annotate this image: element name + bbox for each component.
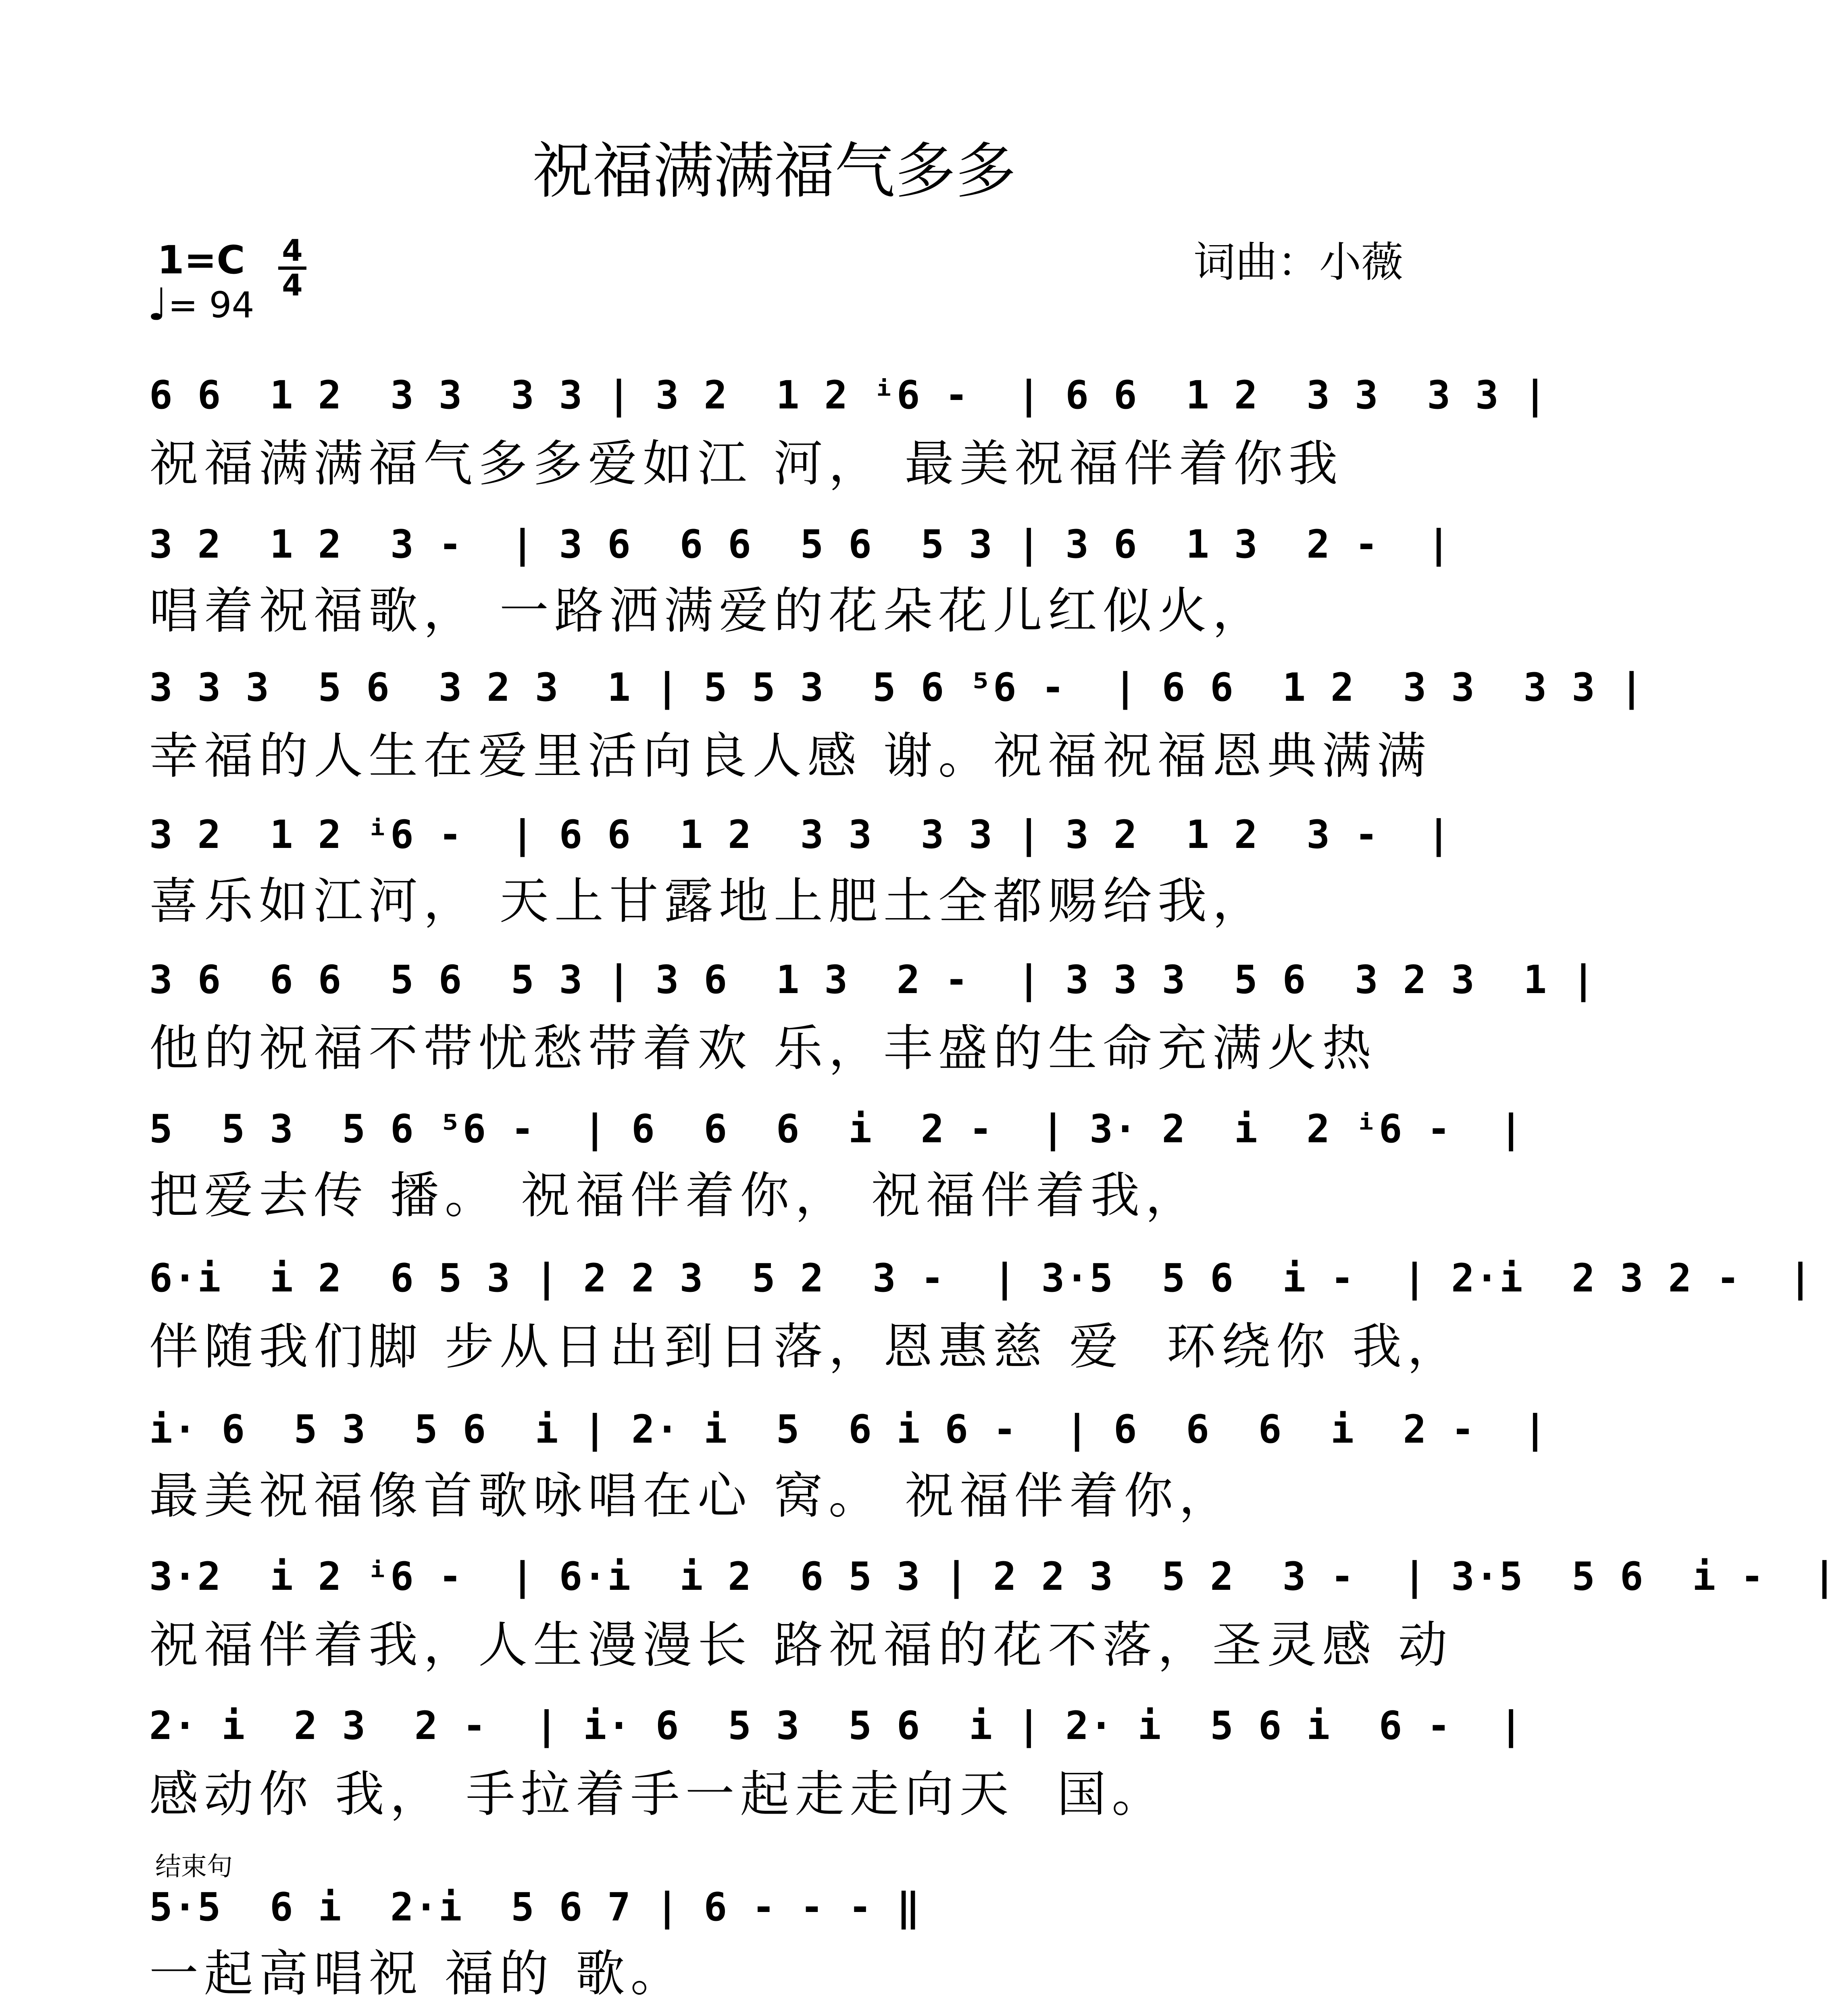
lyric-line: 把爱去传 播。 祝福伴着你， 祝福伴着我， (149, 1167, 1200, 1224)
lyric-line: 感动你 我， 手拉着手一起走走向天 国。 (149, 1766, 1167, 1823)
lyric-line: 幸福的人生在爱里活向良人感 谢。祝福祝福恩典满满 (149, 727, 1432, 785)
notation-line: 6 6 1 2 3 3 3 3 | 3 2 1 2 ⁱ6 - | 6 6 1 2 3 3 3 3 | (149, 373, 1548, 418)
lyric-line: 伴随我们脚 步从日出到日落，恩惠慈 爱 环绕你 我， (149, 1318, 1462, 1375)
song-title: 祝福满满福气多多 (532, 136, 1016, 206)
notation-line: 3 2 1 2 3 - | 3 6 6 6 5 6 5 3 | 3 6 1 3 2 - | (149, 522, 1452, 567)
quarter-note-icon: ♩ (147, 279, 168, 330)
lyric-line: 他的祝福不带忧愁带着欢 乐，丰盛的生命充满火热 (149, 1020, 1377, 1077)
lyric-line: 祝福满满福气多多爱如江 河， 最美祝福伴着你我 (149, 435, 1343, 492)
notation-line: 3·2 i 2 ⁱ6 - | 6·i i 2 6 5 3 | 2 2 3 5 2 3 - | 3·5 5 6 i - | (149, 1554, 1837, 1599)
ending-label: 结束句 (155, 1852, 233, 1882)
lyric-line: 一起高唱祝 福的 歌。 (149, 1945, 685, 2002)
notation-line: 5 5 3 5 6 ⁵6 - | 6 6 6 i 2 - | 3· 2 i 2 ⁱ6 - | (149, 1106, 1524, 1152)
notation-line: 3 6 6 6 5 6 5 3 | 3 6 1 3 2 - | 3 3 3 5 6 3 2 3 1 | (149, 957, 1596, 1002)
composer-credit: 词曲：小薇 (1193, 237, 1403, 287)
tempo-value: = 94 (168, 284, 254, 326)
notation-line: 6·i i 2 6 5 3 | 2 2 3 5 2 3 - | 3·5 5 6 i - | 2·i 2 3 2 - | (149, 1256, 1813, 1301)
tempo-marking (147, 279, 254, 330)
lyric-line: 最美祝福像首歌咏唱在心 窝。 祝福伴着你， (149, 1467, 1234, 1524)
lyric-line: 喜乐如江河， 天上甘露地上肥土全都赐给我， (149, 873, 1267, 930)
key-signature: 1=C (157, 237, 245, 283)
time-signature-top: 4 (282, 233, 303, 268)
notation-line: i· 6 5 3 5 6 i | 2· i 5 6 i 6 - | 6 6 6 i 2 - | (149, 1407, 1548, 1452)
time-signature-bottom: 4 (282, 268, 303, 303)
lyric-line: 唱着祝福歌， 一路洒满爱的花朵花儿红似火， (149, 582, 1267, 639)
time-signature (278, 233, 306, 303)
notation-line: 3 3 3 5 6 3 2 3 1 | 5 5 3 5 6 ⁵6 - | 6 6 1 2 3 3 3 3 | (149, 665, 1644, 710)
lyric-line: 祝福伴着我，人生漫漫长 路祝福的花不落，圣灵感 动 (149, 1616, 1453, 1674)
notation-line: 2· i 2 3 2 - | i· 6 5 3 5 6 i | 2· i 5 6 i 6 - | (149, 1703, 1524, 1748)
notation-line: 5·5 6 i 2·i 5 6 7 | 6 - - - ‖ (149, 1885, 921, 1930)
notation-line: 3 2 1 2 ⁱ6 - | 6 6 1 2 3 3 3 3 | 3 2 1 2 3 - | (149, 812, 1452, 857)
